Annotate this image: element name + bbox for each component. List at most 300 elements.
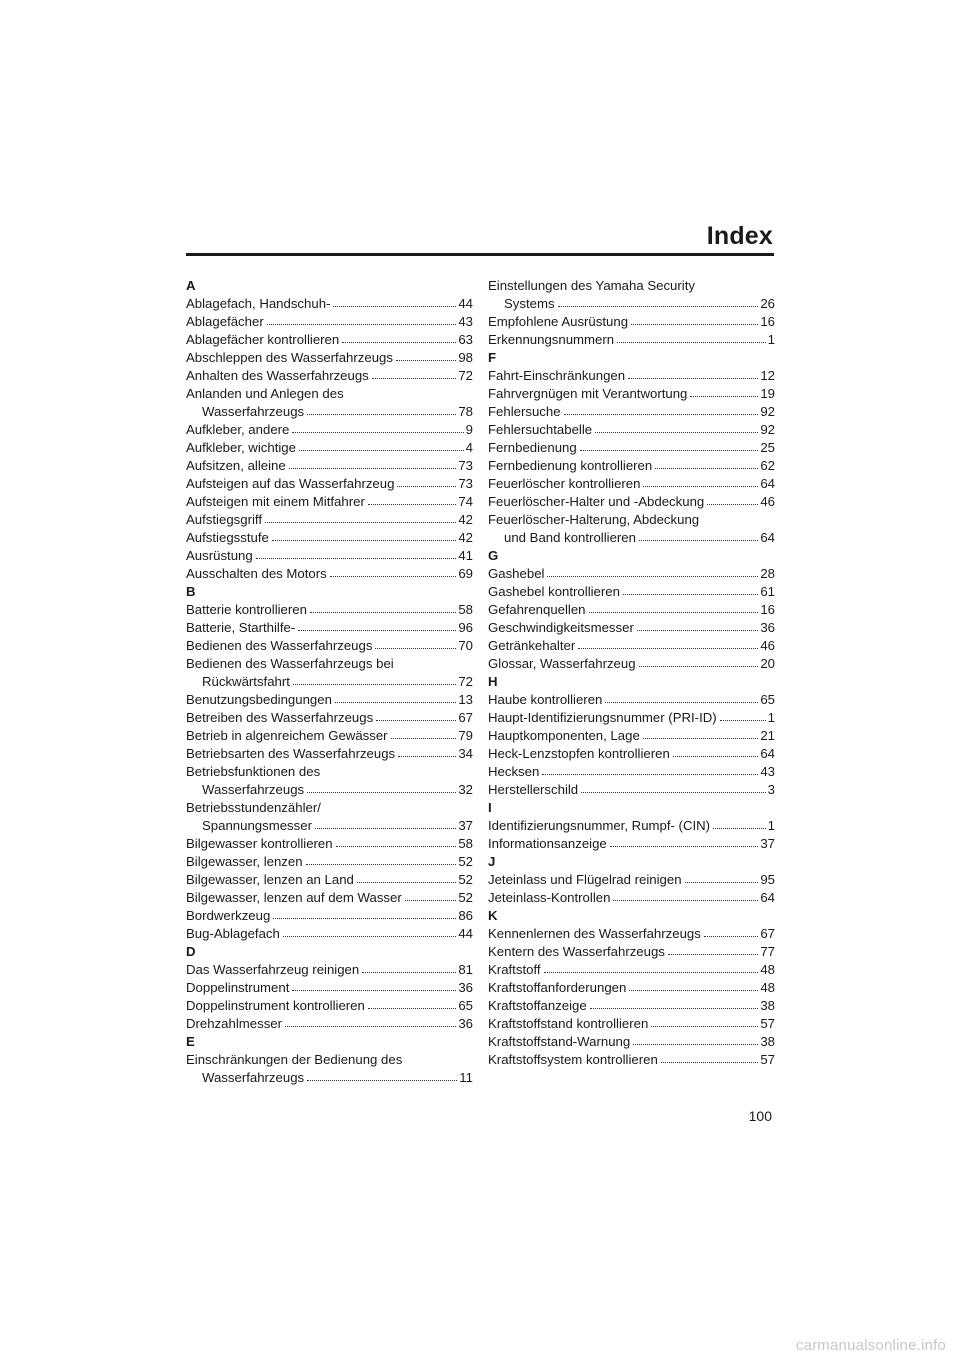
index-entry-page: 12 bbox=[760, 368, 775, 383]
index-entry-text: Jeteinlass und Flügelrad reinigen bbox=[488, 872, 682, 887]
index-letter-heading: I bbox=[488, 800, 492, 815]
index-entry-text: Betriebsarten des Wasserfahrzeugs bbox=[186, 746, 396, 761]
index-entry-text: Bedienen des Wasserfahrzeugs bbox=[186, 638, 373, 653]
dot-leader bbox=[307, 414, 456, 415]
dot-leader bbox=[655, 468, 758, 469]
index-entry bbox=[186, 745, 473, 763]
index-entry-page: 16 bbox=[760, 314, 775, 329]
index-entry-page: 43 bbox=[458, 314, 473, 329]
dot-leader bbox=[372, 378, 457, 379]
page-title: Index bbox=[706, 222, 773, 250]
index-entry bbox=[186, 547, 473, 565]
index-entry-text: Fahrvergnügen mit Verantwortung bbox=[488, 386, 688, 401]
index-entry-page: 26 bbox=[760, 296, 775, 311]
index-entry-page: 44 bbox=[458, 926, 473, 941]
index-entry-text: Betrieb in algenreichem Gewässer bbox=[186, 728, 388, 743]
dot-leader bbox=[342, 342, 456, 343]
dot-leader bbox=[398, 756, 456, 757]
index-entry bbox=[488, 781, 775, 799]
index-entry-text: Bug-Ablagefach bbox=[186, 926, 280, 941]
index-entry bbox=[488, 745, 775, 763]
index-entry-page: 67 bbox=[760, 926, 775, 941]
index-entry-page: 65 bbox=[760, 692, 775, 707]
index-entry-page: 92 bbox=[760, 422, 775, 437]
index-entry-page: 64 bbox=[760, 476, 775, 491]
index-entry bbox=[186, 529, 473, 547]
index-entry bbox=[488, 1051, 775, 1069]
dot-leader bbox=[283, 936, 456, 937]
index-entry-text: Betreiben des Wasserfahrzeugs bbox=[186, 710, 374, 725]
index-entry bbox=[488, 889, 775, 907]
dot-leader bbox=[595, 432, 758, 433]
dot-leader bbox=[299, 450, 464, 451]
index-entry bbox=[488, 997, 775, 1015]
index-entry-text: Jeteinlass-Kontrollen bbox=[488, 890, 611, 905]
index-entry-text: Ablagefach, Handschuh- bbox=[186, 296, 331, 311]
index-entry-text: Benutzungsbedingungen bbox=[186, 692, 332, 707]
index-entry-page: 77 bbox=[760, 944, 775, 959]
dot-leader bbox=[298, 630, 456, 631]
dot-leader bbox=[643, 738, 759, 739]
index-entry-page: 64 bbox=[760, 890, 775, 905]
dot-leader bbox=[637, 630, 758, 631]
index-entry-page: 19 bbox=[760, 386, 775, 401]
index-entry-page: 73 bbox=[458, 476, 473, 491]
index-entry bbox=[186, 601, 473, 619]
dot-leader bbox=[590, 1008, 759, 1009]
index-entry bbox=[186, 781, 473, 799]
index-entry-text: Wasserfahrzeugs bbox=[202, 1070, 305, 1085]
index-entry-text: Batterie, Starthilfe- bbox=[186, 620, 296, 635]
dot-leader bbox=[580, 450, 759, 451]
index-entry bbox=[488, 1015, 775, 1033]
index-entry-page: 43 bbox=[760, 764, 775, 779]
index-entry bbox=[488, 439, 775, 457]
index-entry-page: 52 bbox=[458, 854, 473, 869]
index-entry-line1: Anlanden und Anlegen des bbox=[186, 386, 344, 401]
dot-leader bbox=[375, 648, 456, 649]
index-entry-line1: Einschränkungen der Bedienung des bbox=[186, 1052, 403, 1067]
index-entry-text: Gashebel kontrollieren bbox=[488, 584, 620, 599]
dot-leader bbox=[265, 522, 456, 523]
index-letter-heading: F bbox=[488, 350, 497, 365]
index-entry-page: 78 bbox=[458, 404, 473, 419]
dot-leader bbox=[307, 792, 456, 793]
dot-leader bbox=[713, 828, 766, 829]
index-entry-page: 69 bbox=[458, 566, 473, 581]
index-entry-page: 36 bbox=[458, 980, 473, 995]
index-letter-heading: E bbox=[186, 1034, 195, 1049]
dot-leader bbox=[292, 990, 456, 991]
index-entry-text: Kraftstoff bbox=[488, 962, 541, 977]
dot-leader bbox=[704, 936, 758, 937]
index-entry-text: Rückwärtsfahrt bbox=[202, 674, 290, 689]
index-entry bbox=[488, 925, 775, 943]
index-entry bbox=[186, 889, 473, 907]
index-entry-text: Ablagefächer kontrollieren bbox=[186, 332, 340, 347]
index-entry-text: Kraftstoffsystem kontrollieren bbox=[488, 1052, 658, 1067]
index-entry bbox=[488, 583, 775, 601]
index-entry-page: 38 bbox=[760, 1034, 775, 1049]
index-entry bbox=[488, 943, 775, 961]
dot-leader bbox=[256, 558, 457, 559]
index-entry bbox=[186, 1069, 473, 1087]
index-entry-text: Informationsanzeige bbox=[488, 836, 607, 851]
index-entry-text: Wasserfahrzeugs bbox=[202, 404, 305, 419]
index-entry bbox=[186, 907, 473, 925]
dot-leader bbox=[651, 1026, 758, 1027]
index-entry bbox=[488, 529, 775, 547]
index-entry bbox=[186, 349, 473, 367]
index-entry-text: Aufstiegsgriff bbox=[186, 512, 262, 527]
index-entry bbox=[488, 961, 775, 979]
dot-leader bbox=[639, 540, 758, 541]
index-entry-page: 21 bbox=[760, 728, 775, 743]
index-entry-page: 61 bbox=[760, 584, 775, 599]
index-entry bbox=[186, 439, 473, 457]
index-entry-line1: Betriebsstundenzähler/ bbox=[186, 800, 321, 815]
index-entry-page: 57 bbox=[760, 1016, 775, 1031]
index-entry bbox=[186, 637, 473, 655]
watermark: carmanualsonline.info bbox=[795, 1337, 946, 1354]
index-entry bbox=[488, 871, 775, 889]
index-entry bbox=[186, 313, 473, 331]
index-entry-page: 74 bbox=[458, 494, 473, 509]
index-entry-page: 65 bbox=[458, 998, 473, 1013]
index-entry-text: Spannungsmesser bbox=[202, 818, 312, 833]
dot-leader bbox=[405, 900, 457, 901]
index-entry-text: Aufsitzen, alleine bbox=[186, 458, 286, 473]
index-letter-heading: J bbox=[488, 854, 496, 869]
index-entry-text: Kraftstoffanzeige bbox=[488, 998, 587, 1013]
dot-leader bbox=[306, 864, 457, 865]
index-entry-text: Kennenlernen des Wasserfahrzeugs bbox=[488, 926, 701, 941]
index-entry-text: und Band kontrollieren bbox=[504, 530, 636, 545]
index-entry bbox=[186, 1015, 473, 1033]
dot-leader bbox=[547, 576, 758, 577]
dot-leader bbox=[357, 882, 456, 883]
index-entry-text: Doppelinstrument kontrollieren bbox=[186, 998, 365, 1013]
index-entry-page: 41 bbox=[458, 548, 473, 563]
dot-leader bbox=[623, 594, 758, 595]
index-entry-text: Wasserfahrzeugs bbox=[202, 782, 305, 797]
index-entry bbox=[186, 367, 473, 385]
index-entry-text: Systems bbox=[504, 296, 555, 311]
index-entry bbox=[186, 493, 473, 511]
index-entry-text: Heck-Lenzstopfen kontrollieren bbox=[488, 746, 670, 761]
index-entry-line1: Bedienen des Wasserfahrzeugs bei bbox=[186, 656, 394, 671]
dot-leader bbox=[310, 612, 456, 613]
index-entry-text: Aufstiegsstufe bbox=[186, 530, 269, 545]
index-entry-page: 64 bbox=[760, 746, 775, 761]
index-entry-text: Feuerlöscher kontrollieren bbox=[488, 476, 641, 491]
dot-leader bbox=[333, 306, 456, 307]
index-entry bbox=[488, 367, 775, 385]
index-entry bbox=[488, 313, 775, 331]
index-entry-text: Bordwerkzeug bbox=[186, 908, 271, 923]
dot-leader bbox=[589, 612, 759, 613]
index-entry-page: 42 bbox=[458, 512, 473, 527]
dot-leader bbox=[544, 972, 759, 973]
index-entry bbox=[488, 295, 775, 313]
index-entry-text: Hecksen bbox=[488, 764, 540, 779]
index-entry-page: 1 bbox=[767, 710, 775, 725]
index-entry bbox=[186, 475, 473, 493]
index-entry-text: Ausrüstung bbox=[186, 548, 253, 563]
index-entry bbox=[488, 1033, 775, 1051]
dot-leader bbox=[397, 486, 456, 487]
dot-leader bbox=[668, 954, 758, 955]
dot-leader bbox=[289, 468, 457, 469]
index-entry bbox=[488, 331, 775, 349]
index-entry-page: 67 bbox=[458, 710, 473, 725]
index-entry bbox=[186, 979, 473, 997]
index-entry bbox=[186, 871, 473, 889]
title-rule bbox=[186, 253, 774, 256]
index-entry-text: Aufsteigen mit einem Mitfahrer bbox=[186, 494, 365, 509]
index-entry-page: 1 bbox=[767, 332, 775, 347]
dot-leader bbox=[272, 540, 456, 541]
dot-leader bbox=[273, 918, 456, 919]
dot-leader bbox=[633, 1044, 758, 1045]
dot-leader bbox=[368, 1008, 456, 1009]
index-entry-text: Aufkleber, wichtige bbox=[186, 440, 296, 455]
index-entry bbox=[186, 727, 473, 745]
dot-leader bbox=[628, 378, 758, 379]
dot-leader bbox=[267, 324, 457, 325]
index-entry bbox=[186, 925, 473, 943]
index-letter-heading: B bbox=[186, 584, 196, 599]
index-entry-page: 92 bbox=[760, 404, 775, 419]
dot-leader bbox=[661, 1062, 759, 1063]
index-entry-text: Anhalten des Wasserfahrzeugs bbox=[186, 368, 369, 383]
index-letter-heading: A bbox=[186, 278, 196, 293]
index-entry-text: Bilgewasser, lenzen an Land bbox=[186, 872, 354, 887]
index-entry bbox=[488, 385, 775, 403]
index-entry-text: Fehlersuche bbox=[488, 404, 561, 419]
index-entry-text: Hauptkomponenten, Lage bbox=[488, 728, 640, 743]
index-entry-text: Bilgewasser, lenzen auf dem Wasser bbox=[186, 890, 402, 905]
index-entry-page: 13 bbox=[458, 692, 473, 707]
dot-leader bbox=[292, 432, 463, 433]
dot-leader bbox=[564, 414, 759, 415]
index-entry-page: 57 bbox=[760, 1052, 775, 1067]
index-entry-page: 36 bbox=[458, 1016, 473, 1031]
index-entry bbox=[488, 763, 775, 781]
index-entry-page: 72 bbox=[458, 674, 473, 689]
index-entry-page: 25 bbox=[760, 440, 775, 455]
index-entry-page: 95 bbox=[760, 872, 775, 887]
index-entry-text: Glossar, Wasserfahrzeug bbox=[488, 656, 636, 671]
index-entry bbox=[186, 511, 473, 529]
dot-leader bbox=[605, 702, 758, 703]
index-entry bbox=[488, 835, 775, 853]
dot-leader bbox=[617, 342, 766, 343]
index-entry bbox=[186, 835, 473, 853]
index-entry-text: Kraftstoffstand-Warnung bbox=[488, 1034, 631, 1049]
index-entry-text: Das Wasserfahrzeug reinigen bbox=[186, 962, 360, 977]
dot-leader bbox=[639, 666, 759, 667]
index-entry-page: 32 bbox=[458, 782, 473, 797]
dot-leader bbox=[307, 1080, 457, 1081]
index-column-right bbox=[488, 277, 775, 1069]
index-entry-text: Herstellerschild bbox=[488, 782, 579, 797]
index-entry bbox=[186, 709, 473, 727]
index-entry-text: Fahrt-Einschränkungen bbox=[488, 368, 626, 383]
index-entry-text: Fehlersuchtabelle bbox=[488, 422, 593, 437]
dot-leader bbox=[631, 324, 758, 325]
index-entry bbox=[186, 673, 473, 691]
dot-leader bbox=[376, 720, 456, 721]
index-entry-page: 52 bbox=[458, 890, 473, 905]
index-entry-text: Fernbedienung kontrollieren bbox=[488, 458, 653, 473]
index-entry-text: Kraftstoffstand kontrollieren bbox=[488, 1016, 649, 1031]
index-entry bbox=[186, 817, 473, 835]
index-entry bbox=[488, 475, 775, 493]
index-entry-page: 86 bbox=[458, 908, 473, 923]
index-entry bbox=[186, 421, 473, 439]
dot-leader bbox=[396, 360, 456, 361]
index-letter-heading: H bbox=[488, 674, 498, 689]
dot-leader bbox=[368, 504, 456, 505]
index-entry-page: 58 bbox=[458, 836, 473, 851]
dot-leader bbox=[558, 306, 759, 307]
index-entry-page: 44 bbox=[458, 296, 473, 311]
index-entry bbox=[488, 979, 775, 997]
index-entry-page: 37 bbox=[760, 836, 775, 851]
index-entry bbox=[488, 709, 775, 727]
index-entry bbox=[488, 817, 775, 835]
index-entry-text: Doppelinstrument bbox=[186, 980, 290, 995]
index-entry-page: 34 bbox=[458, 746, 473, 761]
index-entry-text: Kentern des Wasserfahrzeugs bbox=[488, 944, 665, 959]
dot-leader bbox=[610, 846, 759, 847]
index-entry-page: 46 bbox=[760, 638, 775, 653]
index-entry-page: 1 bbox=[767, 818, 775, 833]
index-entry-page: 63 bbox=[458, 332, 473, 347]
index-entry-page: 42 bbox=[458, 530, 473, 545]
index-entry bbox=[186, 997, 473, 1015]
index-entry-page: 3 bbox=[767, 782, 775, 797]
index-entry-page: 46 bbox=[760, 494, 775, 509]
dot-leader bbox=[707, 504, 758, 505]
index-entry-page: 16 bbox=[760, 602, 775, 617]
index-entry-text: Drehzahlmesser bbox=[186, 1016, 283, 1031]
index-entry-page: 62 bbox=[760, 458, 775, 473]
index-entry-line1: Feuerlöscher-Halterung, Abdeckung bbox=[488, 512, 700, 527]
dot-leader bbox=[315, 828, 456, 829]
index-entry-text: Feuerlöscher-Halter und -Abdeckung bbox=[488, 494, 705, 509]
index-entry-line1: Betriebsfunktionen des bbox=[186, 764, 321, 779]
dot-leader bbox=[685, 882, 759, 883]
dot-leader bbox=[673, 756, 759, 757]
index-entry-text: Haupt-Identifizierungsnummer (PRI-ID) bbox=[488, 710, 717, 725]
index-entry-page: 52 bbox=[458, 872, 473, 887]
dot-leader bbox=[391, 738, 457, 739]
index-entry-page: 96 bbox=[458, 620, 473, 635]
index-entry-page: 64 bbox=[760, 530, 775, 545]
index-entry-page: 73 bbox=[458, 458, 473, 473]
index-entry-page: 72 bbox=[458, 368, 473, 383]
index-entry-text: Kraftstoffanforderungen bbox=[488, 980, 627, 995]
index-entry-text: Fernbedienung bbox=[488, 440, 577, 455]
index-entry-text: Empfohlene Ausrüstung bbox=[488, 314, 629, 329]
index-entry bbox=[186, 691, 473, 709]
index-entry bbox=[488, 457, 775, 475]
index-entry-text: Ausschalten des Motors bbox=[186, 566, 327, 581]
dot-leader bbox=[690, 396, 758, 397]
index-entry bbox=[488, 565, 775, 583]
index-entry-text: Ablagefächer bbox=[186, 314, 264, 329]
dot-leader bbox=[293, 684, 456, 685]
index-entry bbox=[488, 421, 775, 439]
index-entry bbox=[186, 331, 473, 349]
index-entry-text: Getränkehalter bbox=[488, 638, 576, 653]
index-entry-page: 48 bbox=[760, 980, 775, 995]
dot-leader bbox=[335, 702, 456, 703]
index-entry-page: 48 bbox=[760, 962, 775, 977]
dot-leader bbox=[720, 720, 766, 721]
dot-leader bbox=[643, 486, 758, 487]
index-entry-text: Bilgewasser kontrollieren bbox=[186, 836, 333, 851]
index-entry-page: 4 bbox=[465, 440, 473, 455]
index-letter-heading: G bbox=[488, 548, 499, 563]
index-entry-line1: Einstellungen des Yamaha Security bbox=[488, 278, 695, 293]
index-entry bbox=[488, 619, 775, 637]
index-entry bbox=[186, 565, 473, 583]
index-entry-text: Aufsteigen auf das Wasserfahrzeug bbox=[186, 476, 395, 491]
dot-leader bbox=[542, 774, 758, 775]
index-letter-heading: K bbox=[488, 908, 498, 923]
index-entry bbox=[488, 493, 775, 511]
dot-leader bbox=[578, 648, 758, 649]
index-entry bbox=[186, 457, 473, 475]
index-entry-text: Geschwindigkeitsmesser bbox=[488, 620, 634, 635]
index-entry-text: Haube kontrollieren bbox=[488, 692, 603, 707]
index-entry-text: Abschleppen des Wasserfahrzeugs bbox=[186, 350, 393, 365]
dot-leader bbox=[336, 846, 457, 847]
dot-leader bbox=[581, 792, 766, 793]
index-entry bbox=[488, 403, 775, 421]
index-entry-page: 70 bbox=[458, 638, 473, 653]
dot-leader bbox=[285, 1026, 456, 1027]
index-entry bbox=[186, 853, 473, 871]
index-entry bbox=[488, 691, 775, 709]
index-entry-text: Identifizierungsnummer, Rumpf- (CIN) bbox=[488, 818, 711, 833]
index-entry-page: 81 bbox=[458, 962, 473, 977]
index-entry-page: 20 bbox=[760, 656, 775, 671]
index-entry-page: 36 bbox=[760, 620, 775, 635]
index-entry-page: 9 bbox=[465, 422, 473, 437]
index-entry bbox=[186, 295, 473, 313]
index-entry bbox=[186, 403, 473, 421]
index-entry bbox=[488, 655, 775, 673]
index-entry-page: 38 bbox=[760, 998, 775, 1013]
index-entry-page: 28 bbox=[760, 566, 775, 581]
dot-leader bbox=[330, 576, 457, 577]
index-entry bbox=[488, 727, 775, 745]
index-entry-text: Gashebel bbox=[488, 566, 545, 581]
index-entry-page: 11 bbox=[459, 1070, 473, 1085]
index-entry-text: Gefahrenquellen bbox=[488, 602, 586, 617]
index-entry-page: 79 bbox=[458, 728, 473, 743]
index-entry-text: Bilgewasser, lenzen bbox=[186, 854, 303, 869]
index-entry bbox=[488, 601, 775, 619]
index-entry bbox=[488, 637, 775, 655]
index-entry-page: 98 bbox=[458, 350, 473, 365]
index-entry-text: Erkennungsnummern bbox=[488, 332, 615, 347]
index-entry-page: 58 bbox=[458, 602, 473, 617]
